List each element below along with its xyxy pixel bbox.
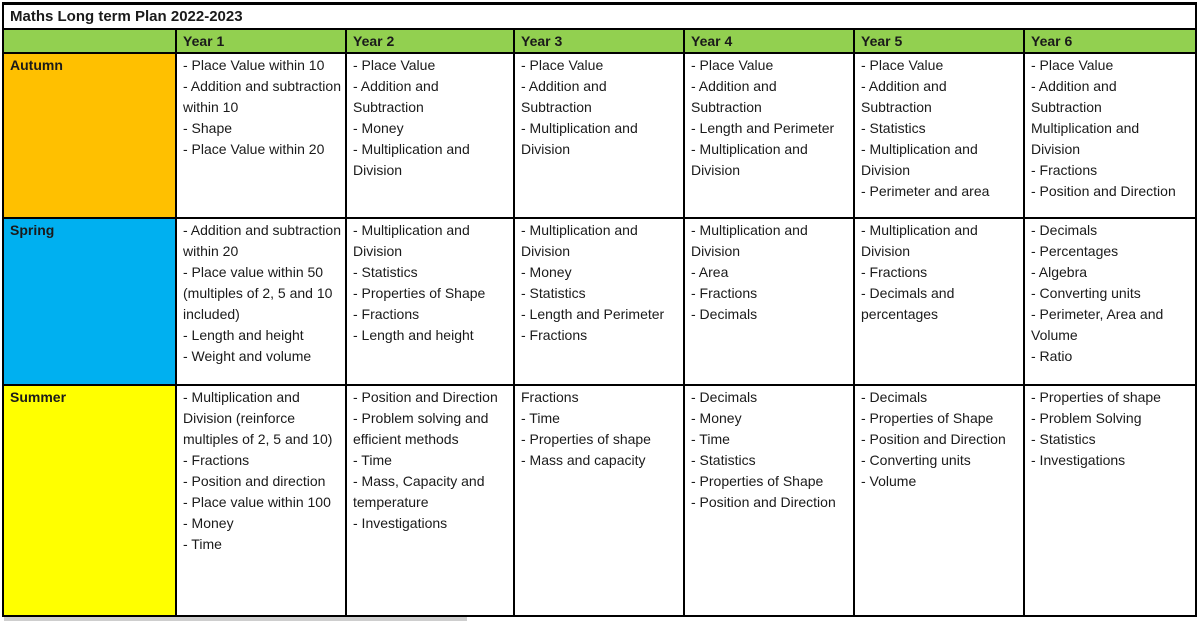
cell-summer-year-5 bbox=[854, 385, 1024, 616]
cell-summer-year-3 bbox=[514, 385, 684, 616]
topic-line: - Statistics bbox=[1031, 431, 1096, 447]
topic-line: - Time bbox=[353, 452, 392, 468]
topic-line: - Addition and Subtraction bbox=[691, 78, 777, 115]
topic-line: - Statistics bbox=[353, 264, 418, 280]
topic-line: - Place Value bbox=[691, 57, 774, 73]
topic-line: - Statistics bbox=[861, 120, 926, 136]
topic-line: - Ratio bbox=[1031, 348, 1073, 364]
topic-line: Multiplication and Division bbox=[1031, 120, 1140, 157]
col-header-year-6: Year 6 bbox=[1024, 29, 1196, 53]
topic-line: - Fractions bbox=[861, 264, 928, 280]
topic-line: - Statistics bbox=[521, 285, 586, 301]
topic-line: - Investigations bbox=[353, 515, 448, 531]
topic-line: - Fractions bbox=[1031, 162, 1098, 178]
cell-spring-year-2 bbox=[346, 218, 514, 385]
topic-line: - Time bbox=[691, 431, 730, 447]
season-label-summer: Summer bbox=[3, 385, 176, 616]
topic-line: - Place value within 100 bbox=[183, 494, 331, 510]
topic-line: - Money bbox=[183, 515, 234, 531]
topic-line: - Weight and volume bbox=[183, 348, 312, 364]
col-header-year-4: Year 4 bbox=[684, 29, 854, 53]
topic-line: - Perimeter, Area and Volume bbox=[1031, 306, 1164, 343]
page-title: Maths Long term Plan 2022-2023 bbox=[3, 4, 1196, 30]
topic-line: - Addition and Subtraction bbox=[521, 78, 607, 115]
topic-line: - Fractions bbox=[691, 285, 758, 301]
topic-line: - Shape bbox=[183, 120, 233, 136]
topic-line: - Properties of Shape bbox=[691, 473, 824, 489]
row-spring bbox=[3, 218, 1196, 385]
topic-line: - Properties of Shape bbox=[861, 410, 994, 426]
season-label-spring: Spring bbox=[3, 218, 176, 385]
topic-line: - Decimals and percentages bbox=[861, 285, 955, 322]
topic-line: - Addition and Subtraction bbox=[1031, 78, 1117, 115]
col-header-year-5: Year 5 bbox=[854, 29, 1024, 53]
maths-plan-table bbox=[2, 2, 1197, 617]
topic-line: - Properties of Shape bbox=[353, 285, 486, 301]
topic-line: - Fractions bbox=[183, 452, 250, 468]
cell-spring-year-6 bbox=[1024, 218, 1196, 385]
topic-line: - Problem Solving bbox=[1031, 410, 1142, 426]
topic-line: - Fractions bbox=[521, 327, 588, 343]
topic-line: - Properties of shape bbox=[1031, 389, 1161, 405]
topic-line: - Length and Perimeter bbox=[521, 306, 665, 322]
topic-line: - Money bbox=[691, 410, 742, 426]
cell-autumn-year-2 bbox=[346, 53, 514, 218]
col-header-year-3: Year 3 bbox=[514, 29, 684, 53]
topic-line: - Addition and Subtraction bbox=[353, 78, 439, 115]
col-header-year-2: Year 2 bbox=[346, 29, 514, 53]
topic-line: - Multiplication and Division bbox=[691, 141, 808, 178]
topic-line: - Problem solving and efficient methods bbox=[353, 410, 489, 447]
topic-line: - Multiplication and Division bbox=[353, 222, 470, 259]
table-shadow bbox=[4, 617, 467, 621]
topic-line: - Position and Direction bbox=[691, 494, 836, 510]
cell-summer-year-2 bbox=[346, 385, 514, 616]
topic-line: - Mass and capacity bbox=[521, 452, 646, 468]
topic-line: - Position and Direction bbox=[1031, 183, 1176, 199]
topic-line: - Time bbox=[521, 410, 560, 426]
topic-line: - Properties of shape bbox=[521, 431, 651, 447]
topic-line: - Mass, Capacity and temperature bbox=[353, 473, 485, 510]
topic-line: - Length and height bbox=[183, 327, 304, 343]
topic-line: - Algebra bbox=[1031, 264, 1088, 280]
topic-line: - Position and Direction bbox=[353, 389, 498, 405]
topic-line: - Position and direction bbox=[183, 473, 326, 489]
cell-autumn-year-6 bbox=[1024, 53, 1196, 218]
topic-line: - Decimals bbox=[1031, 222, 1098, 238]
cell-spring-year-1 bbox=[176, 218, 346, 385]
cell-summer-year-6 bbox=[1024, 385, 1196, 616]
topic-line: - Length and height bbox=[353, 327, 474, 343]
cell-autumn-year-5 bbox=[854, 53, 1024, 218]
season-label-autumn: Autumn bbox=[3, 53, 176, 218]
cell-spring-year-4 bbox=[684, 218, 854, 385]
topic-line: - Place value within 50 (multiples of 2, 5 and 10 included) bbox=[183, 264, 333, 322]
topic-line: - Place Value bbox=[353, 57, 436, 73]
title-row bbox=[3, 4, 1196, 30]
topic-line: - Decimals bbox=[691, 306, 758, 322]
cell-autumn-year-3 bbox=[514, 53, 684, 218]
topic-line: - Position and Direction bbox=[861, 431, 1006, 447]
topic-line: - Money bbox=[353, 120, 404, 136]
row-autumn bbox=[3, 53, 1196, 218]
topic-line: - Converting units bbox=[1031, 285, 1141, 301]
row-summer bbox=[3, 385, 1196, 616]
topic-line: - Place Value bbox=[1031, 57, 1114, 73]
topic-line: - Multiplication and Division bbox=[691, 222, 808, 259]
topic-line: - Volume bbox=[861, 473, 917, 489]
topic-line: - Multiplication and Division bbox=[521, 120, 638, 157]
topic-line: - Fractions bbox=[353, 306, 420, 322]
topic-line: - Place Value bbox=[861, 57, 944, 73]
topic-line: - Area bbox=[691, 264, 729, 280]
topic-line: Fractions bbox=[521, 389, 579, 405]
topic-line: - Time bbox=[183, 536, 222, 552]
cell-summer-year-4 bbox=[684, 385, 854, 616]
topic-line: - Perimeter and area bbox=[861, 183, 990, 199]
topic-line: - Multiplication and Division bbox=[861, 141, 978, 178]
topic-line: - Multiplication and Division bbox=[861, 222, 978, 259]
topic-line: - Addition and subtraction within 10 bbox=[183, 78, 341, 115]
cell-spring-year-5 bbox=[854, 218, 1024, 385]
topic-line: - Money bbox=[521, 264, 572, 280]
corner-header-cell bbox=[3, 29, 176, 53]
topic-line: - Multiplication and Division (reinforce multiples of 2, 5 and 10) bbox=[183, 389, 333, 447]
topic-line: - Decimals bbox=[861, 389, 928, 405]
topic-line: - Place Value within 20 bbox=[183, 141, 325, 157]
topic-line: - Decimals bbox=[691, 389, 758, 405]
header-row bbox=[3, 29, 1196, 53]
topic-line: - Multiplication and Division bbox=[353, 141, 470, 178]
topic-line: - Percentages bbox=[1031, 243, 1119, 259]
cell-spring-year-3 bbox=[514, 218, 684, 385]
topic-line: - Investigations bbox=[1031, 452, 1126, 468]
topic-line: - Place Value within 10 bbox=[183, 57, 325, 73]
cell-summer-year-1 bbox=[176, 385, 346, 616]
cell-autumn-year-1 bbox=[176, 53, 346, 218]
cell-autumn-year-4 bbox=[684, 53, 854, 218]
topic-line: - Length and Perimeter bbox=[691, 120, 835, 136]
topic-line: - Statistics bbox=[691, 452, 756, 468]
topic-line: - Addition and subtraction within 20 bbox=[183, 222, 341, 259]
topic-line: - Place Value bbox=[521, 57, 604, 73]
topic-line: - Converting units bbox=[861, 452, 971, 468]
topic-line: - Addition and Subtraction bbox=[861, 78, 947, 115]
col-header-year-1: Year 1 bbox=[176, 29, 346, 53]
topic-line: - Multiplication and Division bbox=[521, 222, 638, 259]
